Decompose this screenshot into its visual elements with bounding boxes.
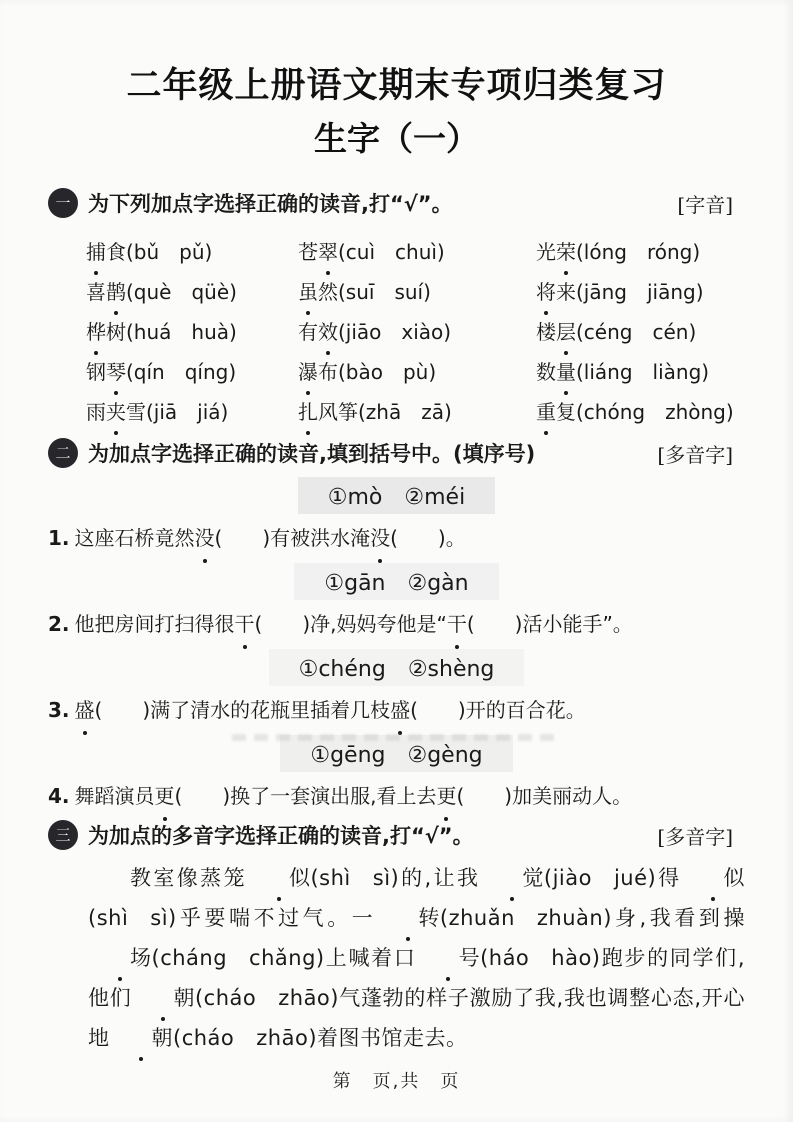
pinyin-options-row <box>48 732 745 775</box>
page-subtitle: 生字（一） <box>314 119 479 158</box>
pinyin-options-row <box>48 474 745 517</box>
section1-number-badge: 一 <box>48 188 78 218</box>
sentence-text: 盛( )满了清水的花瓶里插着几枝盛( )开的百合花。 <box>75 698 586 722</box>
dotted-char: 更 <box>436 775 456 818</box>
word-item: 雨夹雪(jiā jiá) <box>86 392 298 432</box>
dotted-char: 盛 <box>75 689 95 732</box>
dotted-char: 鹊 <box>106 272 126 312</box>
section1-instruction: 为下列加点字选择正确的读音,打“√”。 <box>88 192 453 216</box>
word-item: 数量(liáng liàng) <box>536 352 745 392</box>
dotted-char: 重 <box>536 392 556 432</box>
dotted-char: 扎 <box>298 392 318 432</box>
dotted-char: 夹 <box>106 392 126 432</box>
dotted-char: 场 <box>88 938 152 978</box>
word-item: 重复(chóng zhòng) <box>536 392 745 432</box>
dotted-char: 没 <box>195 517 215 560</box>
section3-tag: [多音字] <box>657 824 733 849</box>
section3-number-badge: 三 <box>48 820 78 850</box>
word-item: 苍翠(cuì chuì) <box>298 232 536 272</box>
pinyin-options: ①mò ②méi <box>298 477 495 514</box>
sentence-item <box>48 517 745 560</box>
dotted-char: 捕 <box>86 232 106 272</box>
word-item: 桦树(huá huà) <box>86 312 298 352</box>
word-item: 钢琴(qín qíng) <box>86 352 298 392</box>
dotted-char: 将 <box>536 272 556 312</box>
dotted-char: 干 <box>447 603 467 646</box>
section2-tag: [多音字] <box>657 442 733 467</box>
exercise-group <box>48 560 745 646</box>
dotted-char: 翠 <box>318 232 338 272</box>
dotted-char: 效 <box>318 312 338 352</box>
sentence-text: 这座石桥竟然没( )有被洪水淹没( )。 <box>75 526 466 550</box>
dotted-char: 虽 <box>298 272 318 312</box>
sentence-item <box>48 603 745 646</box>
section2-instruction: 为加点字选择正确的读音,填到括号中。(填序号) <box>88 442 536 466</box>
dotted-char: 号 <box>417 938 481 978</box>
dotted-char: 觉 <box>480 858 544 898</box>
sentence-text: 他把房间打扫得很干( )净,妈妈夸他是“干( )活小能手”。 <box>75 612 633 636</box>
dotted-char: 层 <box>556 312 576 352</box>
section3-paragraph: 教室像蒸笼 似(shì sì)的,让我 觉(jiào jué)得 似(shì sì)乎要喘不过气。一 转(zhuǎn zhuàn)身,我看到操场(cháng chǎng)上喊着口 号(háo hào)跑步的同学们,他们 朝(cháo zhāo)气蓬勃的样子激励了我,我也调整心态,开心地 朝(cháo zhāo)着图书馆走去。 <box>88 858 745 1058</box>
exercise-group <box>48 646 745 732</box>
dotted-char: 转 <box>376 898 440 938</box>
sentence-text: 舞蹈演员更( )换了一套演出服,看上去更( )加美丽动人。 <box>75 784 633 808</box>
dotted-char: 瀑 <box>298 352 318 392</box>
dotted-char: 似 <box>682 858 746 898</box>
pinyin-options-row <box>48 646 745 689</box>
dotted-char: 盛 <box>390 689 410 732</box>
dotted-char: 似 <box>247 858 311 898</box>
sentence-item <box>48 775 745 818</box>
page-title: 二年级上册语文期末专项归类复习 <box>126 66 667 106</box>
section2-exercises <box>48 474 745 818</box>
sentence-number: 1. <box>48 526 70 550</box>
dotted-char: 干 <box>235 603 255 646</box>
dotted-char: 琴 <box>106 352 126 392</box>
dotted-char: 更 <box>155 775 175 818</box>
section2-number-badge: 二 <box>48 438 78 468</box>
exercise-group <box>48 474 745 560</box>
sentence-number: 2. <box>48 612 70 636</box>
section1-header <box>48 188 745 218</box>
dotted-char: 桦 <box>86 312 106 352</box>
word-item: 虽然(suī suí) <box>298 272 536 312</box>
dotted-char: 没 <box>370 517 390 560</box>
sentence-number: 4. <box>48 784 70 808</box>
dotted-char: 朝 <box>110 1018 174 1058</box>
exercise-group <box>48 732 745 818</box>
word-item: 将来(jāng jiāng) <box>536 272 745 312</box>
dotted-char: 量 <box>556 352 576 392</box>
pinyin-options-row <box>48 560 745 603</box>
sentence-number: 3. <box>48 698 70 722</box>
section3-header <box>48 820 745 850</box>
word-item: 喜鹊(què qüè) <box>86 272 298 312</box>
dotted-char: 朝 <box>131 978 195 1018</box>
pinyin-options: ①gān ②gàn <box>294 563 498 600</box>
page-footer: 第 页,共 页 <box>332 1071 461 1092</box>
section2-header <box>48 438 745 468</box>
word-item: 楼层(céng cén) <box>536 312 745 352</box>
word-item: 瀑布(bào pù) <box>298 352 536 392</box>
section3-instruction: 为加点的多音字选择正确的读音,打“√”。 <box>88 824 474 848</box>
section1-tag: [字音] <box>677 192 733 217</box>
pinyin-options: ①gēng ②gèng <box>280 735 512 772</box>
dotted-char: 荣 <box>556 232 576 272</box>
word-item: 扎风筝(zhā zā) <box>298 392 536 432</box>
word-item: 有效(jiāo xiào) <box>298 312 536 352</box>
word-list <box>86 232 745 432</box>
word-item: 光荣(lóng róng) <box>536 232 745 272</box>
word-item: 捕食(bǔ pǔ) <box>86 232 298 272</box>
pinyin-options: ①chéng ②shèng <box>269 649 525 686</box>
sentence-item <box>48 689 745 732</box>
